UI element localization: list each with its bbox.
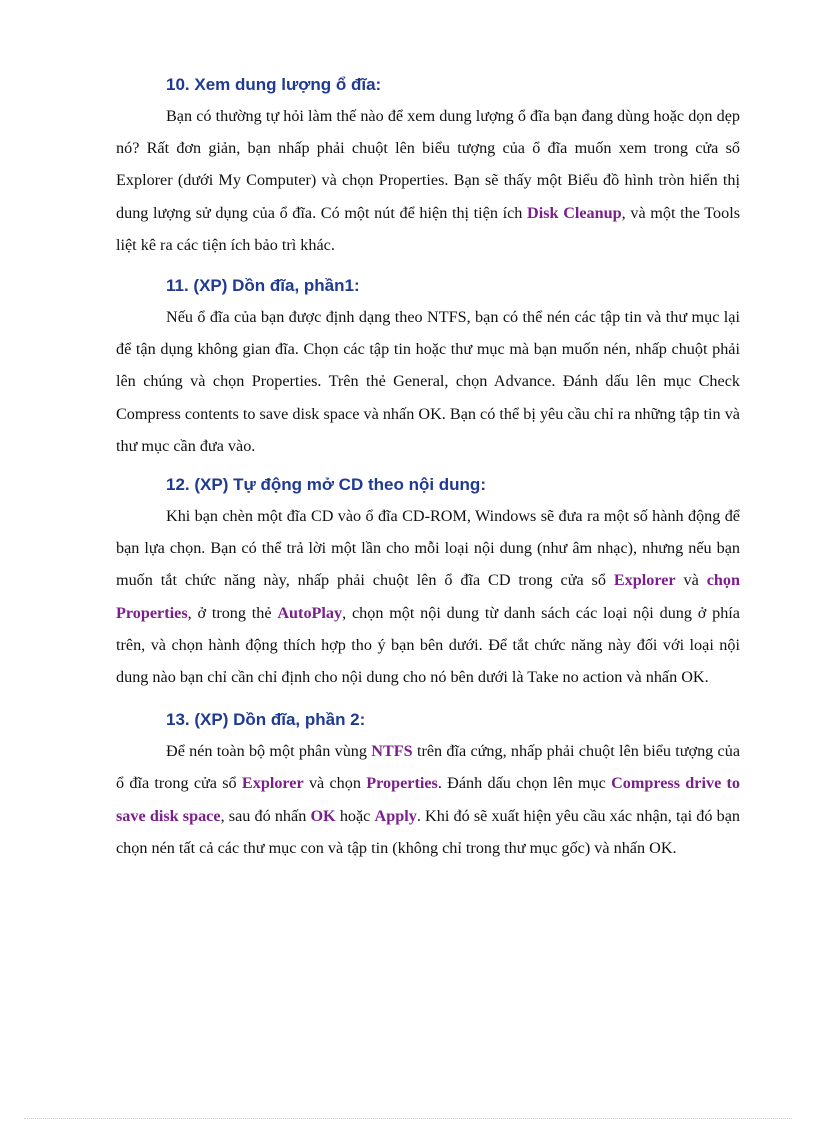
text-run: Bạn có thường tự hỏi làm thế nào để xem dung lượng ổ đĩa bạn đang dùng hoặc dọn dẹp nó? Rất đơn giản, bạn nhấp phải chuột lên biểu tượng của ổ đĩa muốn xem trong cửa sổ Explorer (dưới My Computer) và chọn Properties. Bạn sẽ thấy một Biểu đồ hình tròn hiển thị dung lượng sử dụng của ổ đĩa. Có một nút để hiện thị tiện ích [116,107,740,222]
highlight-term: Explorer [241,774,304,793]
highlight-term: Properties [366,774,438,793]
highlight-term: OK [310,806,336,825]
section-paragraph [116,100,740,261]
section-heading: 10. Xem dung lượng ổ đĩa: [166,75,382,94]
highlight-term: AutoPlay [277,603,343,622]
section-heading: 13. (XP) Dồn đĩa, phần 2: [166,710,366,730]
document-page [116,70,740,864]
section-paragraph [116,500,740,693]
highlight-term: Disk Cleanup [527,203,622,222]
text-run: , và một the Tools liệt kê ra các tiện ích bảo trì khác. [116,203,741,254]
highlight-term: Explorer [613,571,676,590]
page-bottom-divider [24,1118,792,1119]
highlight-term: Compress drive to save disk space [116,774,741,825]
section-11 [116,271,740,462]
text-run: , sau đó nhấn [220,806,311,825]
text-run: và chọn [303,774,367,793]
highlight-term: NTFS [371,742,413,761]
text-run: hoặc [335,806,375,825]
section-12 [116,470,740,693]
section-paragraph [116,735,740,864]
highlight-term: Apply [374,806,417,825]
text-run: , chọn một nội dung từ danh sách các loại nội dung ở phía trên, và chọn hành động thích hợp tho ý bạn bên dưới. Để tắt chức năng này đối với loại nội dung nào bạn chỉ cần chỉ định cho nội dung cho nó bên dưới là Take no action và nhấn OK. [116,603,740,687]
highlight-term: chọn Properties [116,571,740,622]
section-paragraph: Nếu ổ đĩa của bạn được định dạng theo NTFS, bạn có thể nén các tập tin và thư mục lại để tận dụng không gian đĩa. Chọn các tập tin hoặc thư mục mà bạn muốn nén, nhấp chuột phải lên chúng và chọn Properties. Trên thẻ General, chọn Advance. Đánh dấu lên mục Check Compress contents to save disk space và nhấn OK. Bạn có thể bị yêu cầu chỉ ra những tập tin và thư mục cần đưa vào. [116,308,740,455]
section-heading: 11. (XP) Dồn đĩa, phần1: [166,276,360,296]
section-10 [116,70,740,261]
section-13 [116,705,740,864]
text-run: Để nén toàn bộ một phân vùng [166,742,372,761]
section-heading: 12. (XP) Tự động mở CD theo nội dung: [166,475,486,495]
text-run: Khi bạn chèn một đĩa CD vào ổ đĩa CD-ROM, Windows sẽ đưa ra một số hành động để bạn lựa chọn. Bạn có thể trả lời một lần cho mỗi loại nội dung (như âm nhạc), nhưng nếu bạn muốn tắt chức năng này, nhấp phải chuột lên ổ đĩa CD trong cửa sổ [116,507,740,590]
text-run: và [675,571,707,590]
text-run: . Khi đó sẽ xuất hiện yêu cầu xác nhận, tại đó bạn chọn nén tất cả các thư mục con và tập tin (không chỉ trong thư mục gốc) và nhấn OK. [116,806,740,857]
text-run: trên đĩa cứng, nhấp phải chuột lên biểu tượng của ổ đĩa trong cửa sổ [116,742,741,793]
text-run: , ở trong thẻ [187,603,278,622]
text-run: . Đánh dấu chọn lên mục [437,774,612,793]
